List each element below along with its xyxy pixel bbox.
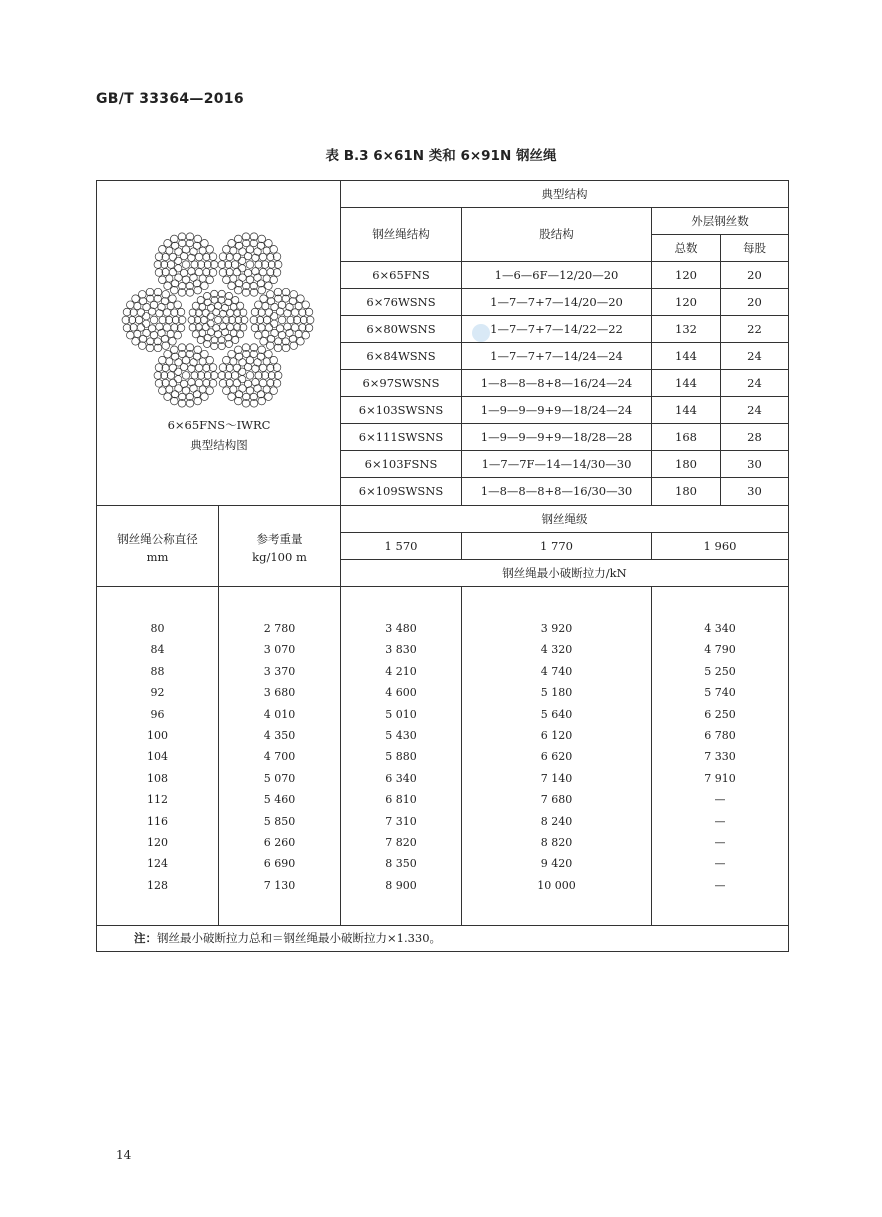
rope-structure-cell: 6×84WSNS: [366, 348, 436, 363]
force-1570-cell: 6 340: [385, 771, 417, 785]
force-1570-cell: 4 210: [385, 664, 417, 678]
note-text: 钢丝最小破断拉力总和＝钢丝绳最小破断拉力×1.330。: [157, 931, 442, 945]
rope-structure-cell: 6×111SWSNS: [358, 429, 444, 444]
weight-cell: 5 070: [263, 771, 296, 785]
outer-per-strand-cell: 28: [747, 429, 762, 444]
force-1570-column: [341, 618, 461, 896]
outer-per-strand-cell: 24: [747, 375, 762, 390]
outer-total-cell: 168: [675, 429, 697, 444]
weight-cell: 2 780: [263, 622, 296, 635]
nominal-diameter-header: [97, 520, 218, 576]
grade-1960: 1 960: [703, 538, 737, 553]
outer-total-cell: 144: [675, 348, 697, 363]
diameter-cell: 112: [147, 793, 168, 807]
outer-wires-header: 外层钢丝数: [691, 213, 749, 228]
grade-1770: 1 770: [540, 538, 573, 553]
grade-1570: 1 570: [384, 538, 418, 553]
weight-cell: 4 010: [263, 707, 296, 721]
force-1570-cell: 6 810: [385, 793, 417, 807]
weight-cell: 4 700: [263, 750, 296, 764]
force-1960-cell: 5 740: [704, 686, 736, 700]
force-1960-cell: 5 250: [704, 664, 736, 678]
strand-structure-cell: 1—7—7F—14—14/30—30: [481, 456, 632, 471]
rope-structure-header: 钢丝绳结构: [372, 227, 430, 242]
diameter-cell: 116: [147, 814, 168, 828]
force-1770-cell: 8 820: [540, 835, 573, 849]
rope-structure-cell: 6×103FSNS: [364, 456, 438, 471]
weight-cell: 3 070: [263, 643, 296, 657]
weight-cell: 7 130: [263, 878, 296, 892]
diameter-cell: 104: [147, 750, 168, 764]
min-breaking-force-header: 钢丝绳最小破断拉力/kN: [502, 565, 627, 580]
force-1770-cell: 7 140: [540, 771, 573, 785]
diameter-cell: 124: [147, 857, 168, 871]
strand-structure-cell: 1—7—7+7—14/20—20: [490, 294, 623, 309]
force-1960-cell: 7 330: [704, 750, 736, 764]
outer-per-strand-cell: 20: [747, 294, 762, 309]
typical-structure-header: 典型结构: [541, 186, 588, 201]
force-1770-cell: 5 180: [540, 686, 573, 700]
outer-per-strand-cell: 30: [747, 456, 762, 471]
outer-per-strand-cell: 24: [747, 402, 762, 417]
force-1960-cell: —: [714, 878, 726, 892]
watermark-icon: [472, 324, 490, 342]
force-1770-column: [462, 618, 651, 896]
rope-structure-cell: 6×65FNS: [372, 267, 430, 282]
ref-weight-label: 参考重量: [256, 531, 303, 546]
rope-structure-cell: 6×97SWSNS: [362, 375, 440, 390]
force-1960-cell: —: [714, 814, 726, 828]
per-strand-header: 每股: [743, 240, 766, 255]
ref-weight-header: [219, 520, 340, 576]
force-1570-cell: 5 880: [385, 750, 417, 764]
standard-code: GB/T 33364—2016: [96, 91, 244, 107]
diameter-cell: 84: [150, 643, 165, 657]
nominal-diameter-unit: mm: [146, 550, 169, 564]
strand-structure-cell: 1—9—9—9+9—18/28—28: [480, 429, 633, 444]
force-1570-cell: 5 430: [385, 728, 417, 742]
rope-structure-cell: 6×109SWSNS: [358, 483, 444, 498]
diameter-cell: 80: [150, 622, 165, 635]
force-1570-cell: 8 350: [385, 857, 417, 871]
rope-cross-section-diagram: [118, 232, 318, 412]
force-1570-cell: 3 480: [385, 622, 417, 635]
outer-per-strand-cell: 30: [747, 483, 762, 498]
weight-column: [219, 618, 340, 896]
weight-cell: 3 680: [263, 686, 296, 700]
force-1770-cell: 10 000: [537, 878, 576, 892]
rope-structure-cell: 6×80WSNS: [366, 321, 436, 336]
grade-header: 钢丝绳级: [541, 511, 588, 526]
force-1960-cell: 4 340: [704, 622, 736, 635]
diameter-cell: 96: [150, 707, 165, 721]
outer-per-strand-cell: 20: [747, 267, 762, 282]
force-1960-cell: 4 790: [704, 643, 736, 657]
force-1770-cell: 3 920: [540, 622, 573, 635]
weight-cell: 3 370: [263, 664, 296, 678]
weight-cell: 4 350: [263, 728, 296, 742]
strand-structure-cell: 1—8—8—8+8—16/24—24: [480, 375, 633, 390]
diagram-caption-name: 6×65FNS～IWRC: [167, 418, 271, 432]
outer-total-cell: 132: [675, 321, 697, 336]
outer-total-cell: 180: [675, 483, 697, 498]
force-1570-cell: 5 010: [385, 707, 417, 721]
weight-cell: 5 460: [263, 793, 296, 807]
strand-structure-cell: 1—8—8—8+8—16/30—30: [480, 483, 633, 498]
rope-structure-cell: 6×103SWSNS: [358, 402, 444, 417]
total-header: 总数: [674, 240, 698, 255]
diameter-cell: 120: [147, 835, 168, 849]
force-1570-cell: 8 900: [385, 878, 417, 892]
force-1770-cell: 4 740: [540, 664, 573, 678]
table-note: [134, 930, 441, 946]
diameter-cell: 100: [147, 728, 168, 742]
diameter-cell: 128: [147, 878, 168, 892]
force-1960-cell: 7 910: [704, 771, 736, 785]
diameter-cell: 108: [147, 771, 168, 785]
outer-total-cell: 144: [675, 375, 697, 390]
strand-structure-cell: 1—7—7+7—14/22—22: [490, 321, 623, 336]
note-label: 注：: [134, 931, 157, 945]
outer-total-cell: 120: [675, 267, 697, 282]
force-1770-cell: 9 420: [540, 857, 573, 871]
strand-structure-cell: 1—7—7+7—14/24—24: [490, 348, 623, 363]
outer-per-strand-cell: 24: [747, 348, 762, 363]
ref-weight-unit: kg/100 m: [252, 550, 307, 564]
force-1770-cell: 8 240: [540, 814, 573, 828]
weight-cell: 6 260: [263, 835, 296, 849]
table-title: 表 B.3 6×61N 类和 6×91N 钢丝绳: [325, 148, 557, 164]
rope-structure-cell: 6×76WSNS: [366, 294, 436, 309]
force-1770-cell: 6 120: [540, 728, 573, 742]
force-1570-cell: 7 820: [385, 835, 417, 849]
strand-structure-cell: 1—6—6F—12/20—20: [494, 267, 619, 282]
force-1960-cell: —: [714, 835, 726, 849]
strand-structure-header: 股结构: [539, 227, 574, 242]
weight-cell: 5 850: [263, 814, 296, 828]
outer-per-strand-cell: 22: [747, 321, 762, 336]
force-1770-cell: 7 680: [540, 793, 573, 807]
force-1570-cell: 4 600: [385, 686, 417, 700]
force-1570-cell: 3 830: [385, 643, 417, 657]
diagram-caption-label: 典型结构图: [190, 438, 248, 452]
nominal-diameter-label: 钢丝绳公称直径: [117, 531, 198, 546]
page-number: 14: [116, 1148, 132, 1162]
diameter-cell: 88: [150, 664, 165, 678]
diameter-cell: 92: [150, 686, 165, 700]
force-1960-cell: 6 780: [704, 728, 736, 742]
force-1770-cell: 6 620: [540, 750, 573, 764]
outer-total-cell: 120: [675, 294, 697, 309]
outer-total-cell: 180: [675, 456, 697, 471]
outer-total-cell: 144: [675, 402, 697, 417]
force-1960-cell: 6 250: [704, 707, 736, 721]
force-1570-cell: 7 310: [385, 814, 417, 828]
weight-cell: 6 690: [263, 857, 296, 871]
diameter-column: [97, 618, 218, 896]
strand-structure-cell: 1—9—9—9+9—18/24—24: [480, 402, 633, 417]
force-1770-cell: 4 320: [540, 643, 573, 657]
force-1960-cell: —: [714, 793, 726, 807]
force-1960-cell: —: [714, 857, 726, 871]
force-1770-cell: 5 640: [540, 707, 573, 721]
force-1960-column: [652, 618, 788, 896]
